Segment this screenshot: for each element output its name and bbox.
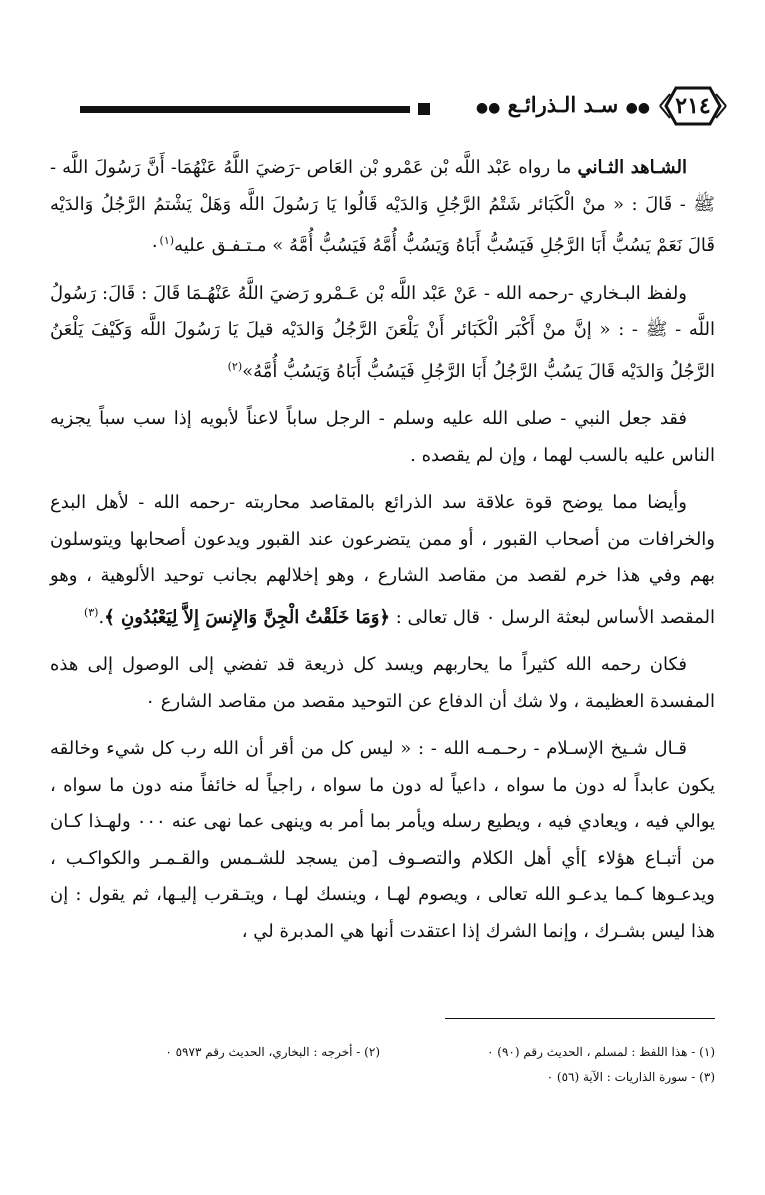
paragraph-1: الشـاهد الثـاني ما رواه عَبْد اللَّه بْن عَمْرو بْن العَاص -رَضيَ اللَّهُ عَنْهُمَا- أَنَّ رَسُولَ اللَّه - ﷺ - قَالَ : « منْ الْكَبَائر شَتْمُ الرَّجُلِ وَالدَيْه قَالُوا يَا رَسُولَ اللَّه وَهَلْ يَشْتمُ الرَّجُلُ وَالدَيْه قَالَ نَعَمْ يَسُبُّ أَبَا الرَّجُلِ فَيَسُبُّ أَبَاهُ وَيَسُبُّ أُمَّهُ فَيَسُبُّ أُمَّهُ » مـتـفـق عليه$^{(١)}$٠ [50,157,715,256]
paragraph-6: قـال شـيخ الإسـلام - رحـمـه الله - : « ليس كل من أقر أن الله رب كل شيء وخالقه يكون عابداً له دون ما سواه ، داعياً له دون ما سواه ، راجياً له خائفاً منه دون ما سواه ، يوالي فيه ، ويعادي فيه ، ويطيع رسله ويأمر بما أمر به وينهى عما نهى عنه ٠٠٠ ولهـذا كـان من أتبـاع هؤلاء ]أي أهل الكلام والتصـوف [من يسجد للشـمس والقـمـر والكواكـب ، ويدعـوها كـما يدعـو الله تعالى ، ويصوم لهـا ، وينسك لهـا ، ويتـقرب إليـها، ثم يقول : إن هذا ليس بشـرك ، وإنما الشرك إذا اعتقدت أنها هي المدبرة لي ، [50,738,716,942]
footnote-row [45,1040,715,1065]
paragraph-3: فقد جعل النبي - صلى الله عليه وسلم - الرجل ساباً لاعناً لأبويه إذا سب سباً يجزيه الناس عليه بالسب لهما ، وإن لم يقصده . [50,408,715,466]
footnote-rule [445,1018,715,1019]
title-dots-right: ●● [625,100,650,116]
paragraph-4: وأيضا مما يوضح قوة علاقة سد الذرائع بالمقاصد محاربته -رحمه الله - لأهل البدع والخرافات من أصحاب القبور ، أو ممن يتضرعون عند القبور ويدعون أصحابها ويتوسلون بهم وفي هذا خرم لقصد من مقاصد الشارع ، وهو إخلالهم بجانب توحيد الألوهية ، وهو المقصد الأساس لبعثة الرسل ٠ قال تعالى : ﴿وَمَا خَلَقْتُ الْجِنَّ وَالإِنسَ إِلاَّ لِيَعْبُدُونِ ﴾.$^{(٣)}$ [50,492,715,628]
quran-verse: ﴿وَمَا خَلَقْتُ الْجِنَّ وَالإِنسَ إِلاَّ لِيَعْبُدُونِ ﴾ [104,606,390,628]
header-square [418,103,430,115]
running-title [476,92,650,117]
title-dots-left: ●● [475,100,501,116]
main-text [50,150,715,961]
footnote-1: (١) - هذا اللفظ : لمسلم ، الحديث رقم (٩٠) ٠ [487,1045,715,1059]
paragraph-2: ولفظ البـخاري -رحمه الله - عَنْ عَبْد اللَّه بْن عَـمْرو رَضيَ اللَّهُ عَنْهُـمَا قَالَ : قَالَ: رَسُولُ اللَّه - ﷺ - : « إنَّ منْ أَكْبَر الْكَبَائر أَنْ يَلْعَنَ الرَّجُلُ وَالدَيْه قيلَ يَا رَسُولَ اللَّه وَكَيْفَ يَلْعَنُ الرَّجُلُ وَالدَيْه قَالَ يَسُبُّ الرَّجُلُ أَبَا الرَّجُلِ فَيَسُبُّ أَبَاهُ وَيَسُبُّ أُمَّهُ»$^{(٢)}$ [50,282,715,382]
header-rule [80,106,410,113]
footnotes [45,1040,715,1090]
footnote-3: (٣) - سورة الذاريات : الآية (٥٦) ٠ [546,1070,715,1084]
footnote-ref-1: (١) [159,234,175,247]
page-number: ٢١٤ [675,93,711,119]
page-header [50,82,740,134]
paragraph-5: فكان رحمه الله كثيراً ما يحاربهم ويسد كل ذريعة قد تفضي إلى الوصول إلى هذه المفسدة العظيمة ، ولا شك أن الدفاع عن التوحيد مقصد من مقاصد الشارع ٠ [50,654,715,712]
page-number-frame [658,82,728,130]
footnote-2: (٢) - أخرجه : البخاري، الحديث رقم ٥٩٧٣ ٠ [165,1045,380,1059]
footnote-ref-3: (٣) [83,605,99,619]
footnote-ref-2: (٢) [227,359,243,373]
paragraph-lead: الشـاهد الثـاني [577,157,687,178]
footnote-row [45,1065,715,1090]
running-title-text: سـد الـذرائـع [507,92,619,117]
